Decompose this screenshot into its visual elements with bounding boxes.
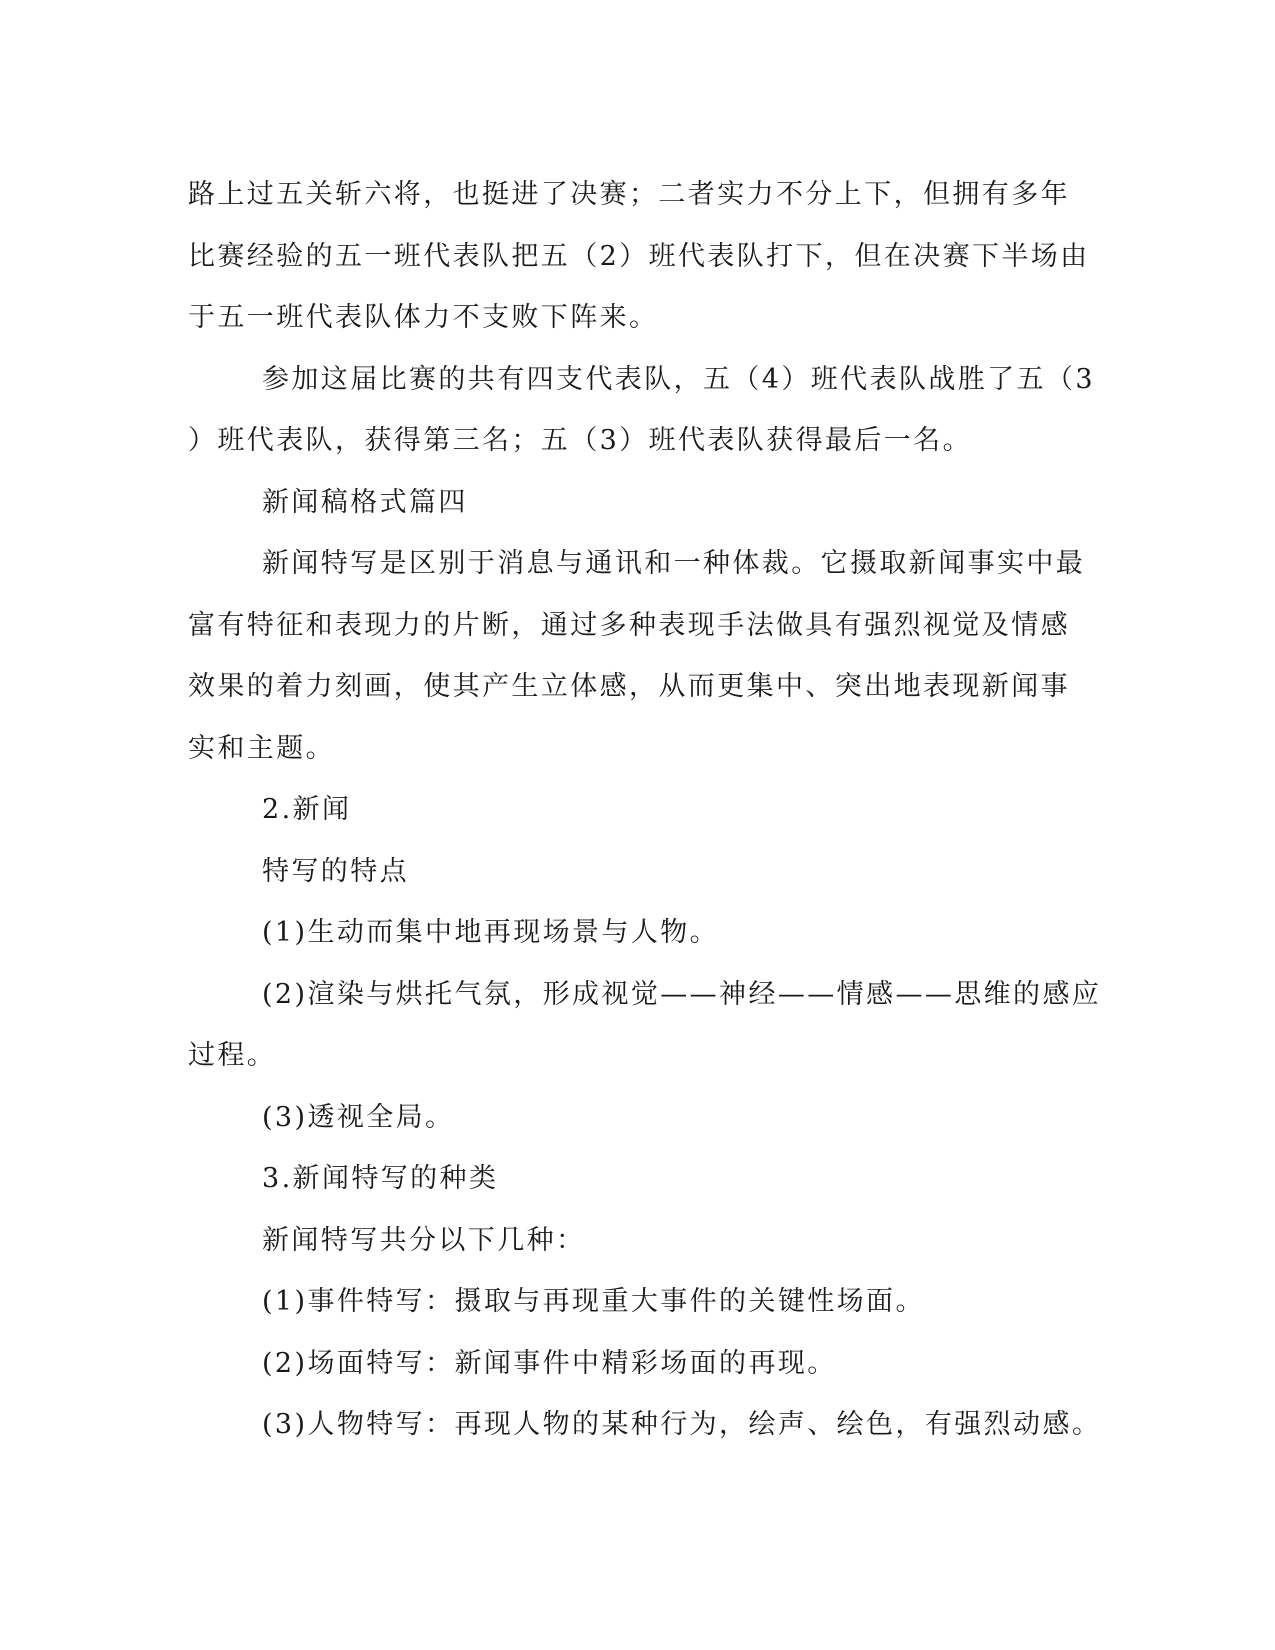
text-line: 富有特征和表现力的片断，通过多种表现手法做具有强烈视觉及情感	[188, 609, 1070, 641]
text-line: 于五一班代表队体力不支败下阵来。	[188, 302, 659, 333]
text-line: 参加这届比赛的共有四支代表队，五（4）班代表队战胜了五（3	[262, 363, 1095, 395]
text-line: 新闻特写是区别于消息与通讯和一种体裁。它摄取新闻事实中最	[262, 548, 1086, 579]
text-line: 过程。	[188, 1040, 277, 1071]
text-line: ）班代表队，获得第三名；五（3）班代表队获得最后一名。	[188, 425, 972, 456]
text-line: 效果的着力刻画，使其产生立体感，从而更集中、突出地表现新闻事	[188, 671, 1070, 702]
list-item: (2)渲染与烘托气氛，形成视觉——神经——情感——思维的感应	[262, 978, 1102, 1010]
text-line: 比赛经验的五一班代表队把五（2）班代表队打下，但在决赛下半场由	[188, 240, 1090, 272]
document-page	[188, 164, 1102, 1456]
numbered-heading: 3.新闻特写的种类	[262, 1163, 499, 1194]
list-item: (3)人物特写：再现人物的某种行为，绘声、绘色，有强烈动感。	[262, 1409, 1102, 1440]
list-item: (2)场面特写：新闻事件中精彩场面的再现。	[262, 1347, 837, 1379]
list-item: (1)生动而集中地再现场景与人物。	[262, 917, 720, 948]
text-line: 实和主题。	[188, 732, 335, 764]
text-line: 新闻特写共分以下几种：	[262, 1224, 586, 1256]
list-item: (3)透视全局。	[262, 1101, 455, 1133]
numbered-heading: 2.新闻	[262, 794, 352, 825]
section-heading: 新闻稿格式篇四	[262, 486, 468, 518]
list-item: (1)事件特写：摄取与再现重大事件的关键性场面。	[262, 1286, 925, 1317]
text-line: 路上过五关斩六将，也挺进了决赛；二者实力不分上下，但拥有多年	[188, 179, 1070, 210]
text-line: 特写的特点	[262, 855, 409, 887]
